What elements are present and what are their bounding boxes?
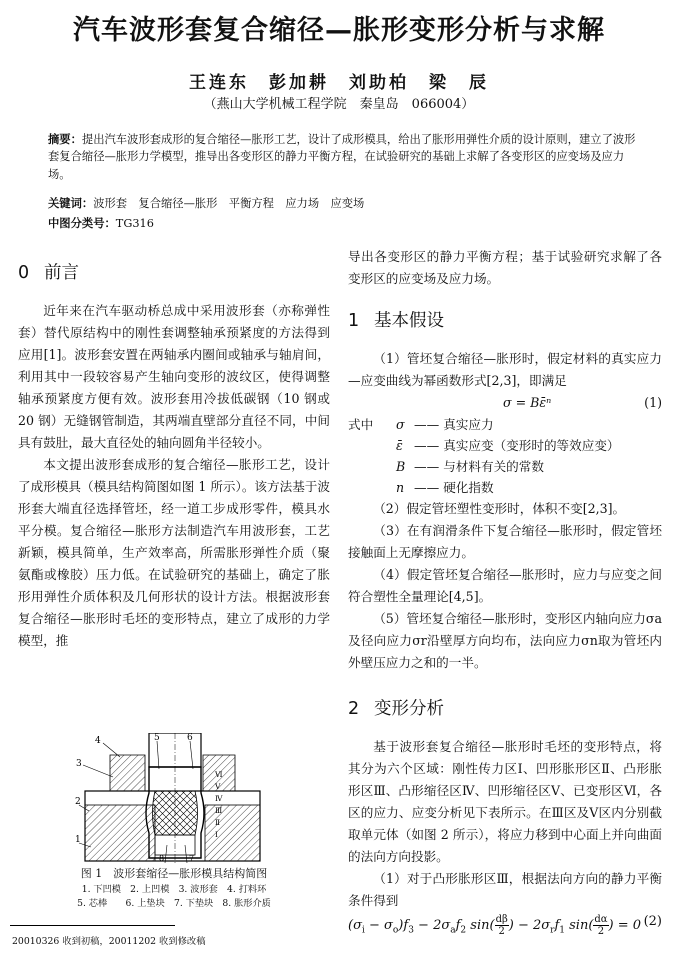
keywords bbox=[48, 195, 638, 212]
fig-label: 2 bbox=[75, 797, 81, 807]
die-structure-figure bbox=[75, 733, 275, 863]
abstract bbox=[48, 131, 638, 183]
figure-legend: 5. 芯棒 6. 上垫块 7. 下垫块 8. 胀形介质 bbox=[77, 898, 271, 909]
class-label: 中图分类号： bbox=[48, 217, 116, 230]
fig-label: 4 bbox=[95, 736, 101, 746]
right-column bbox=[348, 246, 662, 912]
fig-label: Ⅵ bbox=[215, 770, 223, 779]
assumption-1: （1）管坯复合缩径—胀形时，假定材料的真实应力—应变曲线为幂函数形式[2,3]，即满足 bbox=[348, 351, 662, 388]
deformation-paragraph: （1）对于凸形胀形区Ⅲ，根据法向方向的静力平衡条件得到 bbox=[348, 871, 662, 908]
fig-label: 7 bbox=[189, 854, 195, 863]
fig-label: Ⅴ bbox=[215, 782, 221, 791]
intro-paragraph: 近年来在汽车驱动桥总成中采用波形套（亦称弹性套）替代原结构中的刚性套调整轴承预紧度的方法得到应用[1]。波形套安置在两轴承内圈间或轴承与轴肩间，利用其中一段较容易产生轴向变形的波纹区，使得调整轴承预紧度方便有效。波形套用冷拔低碳钢（10 钢或 20 钢）无缝钢管制造，其两端直壁部分直径不同，中间具有鼓肚，最大直径处的轴向圆角半径较小。 bbox=[18, 303, 330, 450]
authors: 王连东 彭加耕 刘助柏 梁 辰 bbox=[189, 73, 489, 93]
deformation-paragraph: 基于波形套复合缩径—胀形时毛坯的变形特点，将其分为六个区域：刚性传力区Ⅰ、凹形胀形区Ⅱ、凸形胀形区Ⅲ、凸形缩径区Ⅳ、凹形缩径区Ⅴ、已变形区Ⅵ，各区的应力、应变分析见下表所示。在Ⅲ区及Ⅴ区内分别截取单元体（如图 2 所示），将应力移到中心面上并向曲面的法向方向投影。 bbox=[348, 739, 662, 864]
keywords-label: 关键词： bbox=[48, 197, 94, 210]
fig-label: 8 bbox=[159, 854, 165, 863]
fig-label: Ⅰ bbox=[215, 830, 218, 839]
definition: n —— 硬化指数 bbox=[396, 480, 494, 495]
equation-2 bbox=[348, 908, 662, 938]
assumption-5: （5）管坯复合缩径—胀形时，变形区内轴向应力σa及径向应力σr沿壁厚方向均布，法向应力σn取为管坯内外壁压应力之和的一半。 bbox=[348, 611, 662, 670]
equation-2-expr: $(\sigma_i - \sigma_o)f_3 - 2\sigma_af_2$ sin( $\frac{d\beta}{2}$ ) − $2\sigma_rf_1$ sin( $\frac{d\alpha}{2}$ ) = 0 bbox=[348, 914, 642, 937]
definition: B —— 与材料有关的常数 bbox=[396, 459, 544, 474]
left-column bbox=[18, 262, 330, 652]
intro-paragraph: 本文提出波形套成形的复合缩径—胀形工艺，设计了成形模具（模具结构简图如图 1 所示）。该方法基于波形套大端直径选择管坯，经一道工步成形零件，模具水平分模。复合缩径—胀形方法制造汽车用波形套，工艺新颖，模具简单，生产效率高，所需胀形弹性介质（聚氨酯或橡胶）压力低。在试验研究的基础上，确定了胀形用弹性介质体积及几何形状的设计方法。根据波形套复合缩径—胀形时毛坯的变形特点，建立了成形的力学模型，推 bbox=[18, 457, 330, 648]
equation-1 bbox=[348, 392, 662, 414]
fig-label: Ⅱ bbox=[215, 818, 221, 827]
equation-1-expr: σ = Bε̄ⁿ bbox=[503, 395, 552, 410]
assumption-4: （4）假定管坯复合缩径—胀形时，应力与应变之间符合塑性全量理论[4,5]。 bbox=[348, 567, 662, 604]
definition: 式中 σ —— 真实应力 bbox=[348, 417, 494, 432]
fig-label: Ⅲ bbox=[215, 806, 223, 815]
abstract-text: 提出汽车波形套成形的复合缩径—胀形工艺，设计了成形模具，给出了胀形用弹性介质的设计原则，建立了波形套复合缩径—胀形力学模型，推导出各变形区的静力平衡方程，在试验研究的基础上求解了各变形区的应变场及应力场。 bbox=[48, 133, 636, 181]
intro-continued: 导出各变形区的静力平衡方程；基于试验研究求解了各变形区的应变场及应力场。 bbox=[348, 249, 662, 286]
paper-title: 汽车波形套复合缩径—胀形变形分析与求解 bbox=[73, 15, 605, 46]
fig-label: 5 bbox=[154, 733, 160, 743]
class-code: TG316 bbox=[115, 217, 154, 230]
abstract-label: 摘要： bbox=[48, 133, 82, 146]
section-1-heading: 1 基本假设 bbox=[348, 311, 444, 331]
classification bbox=[48, 215, 638, 232]
fig-label: 3 bbox=[76, 759, 82, 769]
keywords-text: 波形套 复合缩径—胀形 平衡方程 应力场 应变场 bbox=[93, 197, 365, 210]
assumption-3: （3）在有润滑条件下复合缩径—胀形时，假定管坯接触面上无摩擦应力。 bbox=[348, 523, 662, 560]
affiliation: （燕山大学机械工程学院 秦皇岛 066004） bbox=[203, 97, 475, 112]
fig-label: Ⅳ bbox=[215, 794, 223, 803]
equation-1-number: (1) bbox=[644, 395, 662, 410]
assumption-2: （2）假定管坯塑性变形时，体积不变[2,3]。 bbox=[373, 501, 626, 516]
footnote: 20010326 收到初稿，20011202 收到修改稿 bbox=[12, 936, 206, 947]
section-0-heading: 0 前言 bbox=[18, 263, 79, 283]
figure-legend: 1. 下凹模 2. 上凹模 3. 波形套 4. 打料环 bbox=[81, 884, 267, 895]
footnote-rule bbox=[10, 925, 175, 926]
equation-2-number: (2) bbox=[643, 914, 662, 929]
fig-label: 1 bbox=[75, 835, 81, 845]
figure-caption: 图 1 波形套缩径—胀形模具结构简图 bbox=[80, 867, 268, 880]
fig-label: 6 bbox=[187, 733, 193, 743]
section-2-heading: 2 变形分析 bbox=[348, 699, 444, 719]
definition: ε̄ —— 真实应变（变形时的等效应变） bbox=[396, 438, 620, 453]
